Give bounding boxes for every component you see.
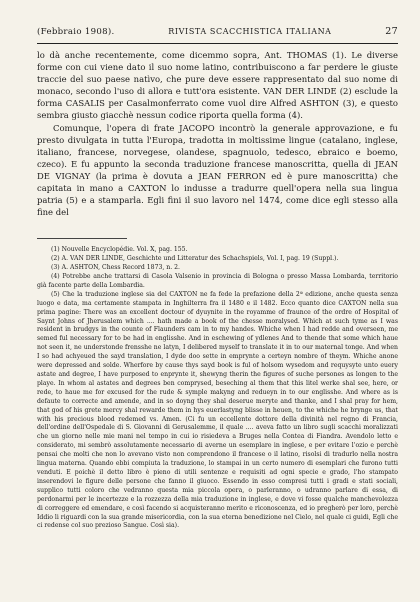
footnotes [37,246,398,531]
journal-title: RIVISTA SCACCHISTICA ITALIANA [168,27,332,36]
paragraph: lo dà anche recentemente, come dicemmo sopra, Ant. THOMAS (1). Le diverse forme con cui viene dato il suo nome latino, contribuiscono a far perdere le giuste traccie del suo paese natìvo, che pure deve essere rappresentato dal suo nome di monaco, secondo l'uso di allora e tutt'ora esistente. VAN DER LINDE (2) esclude la forma CASALIS per Casalmonferrato come vuol dire Alfred ASHTON (3), e questo sembra giusto giacchè nessun codice riporta quella forma (4). [37,50,398,121]
issue-date: (Febbraio 1908). [37,27,115,37]
footnote-4: (4) Potrebbe anche trattarsi di Casola Valsenio in provincia di Bologna o presso Massa Lombarda, territorio già facente parte della Lombardia. [37,273,398,289]
footnote-5: (5) Che la traduzione inglese sia del CAXTON ne fa fede la prefazione della 2ª edizione, anche questa senza luogo e data, ma certamente stampata in Inghilterra fra il 1480 e il 1482. Ecco quanto dice CAXTON nella sua prima pagine: There was an excellent doctour of dyuynite in the royamme of fraunce of the ordre of Hospital of Saynt Johns of Jherusalem which .... hath made a book of the chesse moralysed. Which at such tyme as I was resident in brudgys in the counte of Flaunders cam in to my handes. Whiche when I had redde and overseen, me semed ful necessary for to be had in englisshe. And in eschewing of ydlenes And to thende that some which haue not seen it, ne understonde frensshe ne latyn, I delibered myself to translate it in to our maternal tonge. And when I so had achyeued the sayd translation, I dyde doo sette in emprynte a certeyn nombre of theym. Whiche anone were depressed and solde. Wherfore by cause thys sayd book is ful of holsom wysedom and requysyte unto euery astate and degree, I have purposed to enprynte it, shewyng therin the figures of suche persones as longen to the playe. In whom al astates and degrees ben comprysed, beseching al them that this litel werke shal see, here, or rede, to haue me for excused for the rude & symple makyng and redueyn in to our englisshe. And where as is defaute to correcte and amende, and in so doyng they shal deserue meryte and thanke, and I shal pray for hem, that god of his grete mercy shal rewarde them in hys euerlastyng blisse in heuen, to the whiche he brynge us, that with his precious blood redemed vs. Amen. (Ci fu un eccellente dottore della divinità nel regno di Francia, dell'ordine dell'Ospedale di S. Giovanni di Gerusalemme, il quale .... aveva fatto un libro sugli scacchi moralizzati che un giorno nelle mie mani nel tempo in cui io risiedeva a Bruges nella Contea di Fiandra. Avendolo letto e considerato, mi sembrò assolutamente necessario di averne un esemplare in inglese, e per evitare l'ozio e perchè pensai che molti che non lo avevano visto non comprendono il francese o il latino, risolsi di tradurlo nella nostra lingua materna. Quando ebbi compiuta la traduzione, lo stampai in un certo numero di esemplari che furono tutti venduti. E poichè il detto libro è pieno di utili sentenze e requisiti ad ogni specie e grado, l'ho stampato inserendovi le figure delle persone che fanno il giuoco. Essendo in esso compresi tutti i gradi e stati sociali, supplico tutti coloro che vedranno questa mia piccola opera, o parleranno, o udranno parlare di essa, di perdonarmi per le incertezze e la rozzezza della mia traduzione in inglese, e dove vi fosse qualche manchevolezza di correggere ed emendare, e così facendo si acquisteranno merito e riconoscenza, ed io pregherò per loro, perchè Iddio li riguardi con la sua grande misericordia, con la sua eterna benedizione nel Cielo, nel quale ci guidi, Egli che ci redense col suo prezioso Sangue. Così sia). [37,290,398,530]
footnote-2: (2) A. VAN DER LINDE, Geschichte und Litteratur des Schachspiels, Vol. I, pag. 19 (Suppl.). [51,255,339,263]
header-rule [37,43,398,44]
page-number: 27 [385,26,398,37]
footnote-3: (3) A. ASHTON, Chess Record 1873, n. 2. [51,264,181,272]
body-text [37,49,398,218]
running-head [37,26,398,38]
footnote-1: (1) Nouvelle Encyclopédie. Vol. X, pag. 155. [51,246,188,254]
footnote-rule [37,238,127,239]
paragraph: Comunque, l'opera di frate JACOPO incontrò la generale approvazione, e fu presto divulgata in tutta l'Europa, tradotta in moltissime lingue (catalano, inglese, italiano, francese, norvegese, olandese, spagnuolo, tedesco, ebraico e boemo, czeco). E fu appunto la seconda traduzione francese manoscritta, quella di JEAN DE VIGNAY (la prima è dovuta a JEAN FERRON ed è pure manoscritta) che capitata in mano a CAXTON lo indusse a tradurre quell'opera nella sua lingua patria (5) e a stamparla. Egli fini il suo lavoro nel 1474, come dice egli stesso alla fine del [37,122,398,218]
